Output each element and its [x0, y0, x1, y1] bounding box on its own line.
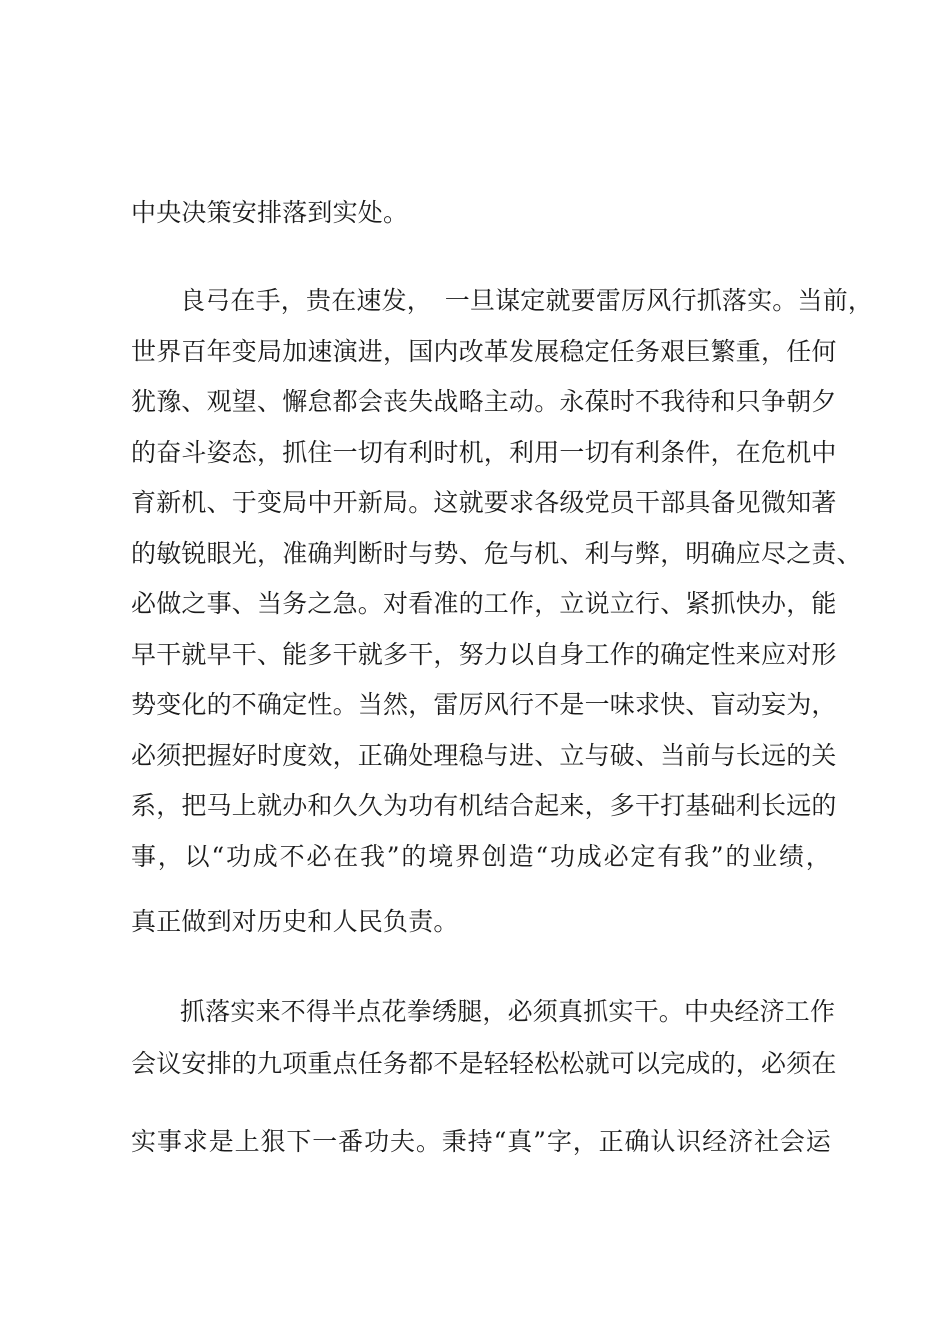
paragraph-2-line-4: 的奋斗姿态，抓住一切有利时机，利用一切有利条件，在危机中 — [131, 438, 837, 467]
paragraph-3-line-2: 会议安排的九项重点任务都不是轻轻松松就可以完成的，必须在 — [131, 1049, 837, 1078]
paragraph-2-line-12: 事，以“功成不必在我”的境界创造“功成必定有我”的业绩， — [131, 842, 831, 871]
paragraph-3-line-1: 抓落实来不得半点花拳绣腿，必须真抓实干。中央经济工作 — [180, 997, 836, 1026]
paragraph-1-line-1: 中央决策安排落到实处。 — [131, 198, 409, 227]
paragraph-2-line-11: 系，把马上就办和久久为功有机结合起来，多干打基础利长远的 — [131, 791, 837, 820]
paragraph-2-line-1: 良弓在手，贵在速发， 一旦谋定就要雷厉风行抓落实。当前， — [180, 286, 874, 315]
paragraph-2-line-13: 真正做到对历史和人民负责。 — [131, 907, 459, 936]
paragraph-2-line-6: 的敏锐眼光，准确判断时与势、危与机、利与弊，明确应尽之责、 — [131, 539, 862, 568]
paragraph-2-line-9: 势变化的不确定性。当然，雷厉风行不是一味求快、盲动妄为， — [131, 690, 837, 719]
paragraph-2-line-10: 必须把握好时度效，正确处理稳与进、立与破、当前与长远的关 — [131, 741, 837, 770]
paragraph-2-line-8: 早干就早干、能多干就多干，努力以自身工作的确定性来应对形 — [131, 640, 837, 669]
paragraph-2-line-7: 必做之事、当务之急。对看准的工作，立说立行、紧抓快办，能 — [131, 589, 837, 618]
paragraph-2-line-5: 育新机、于变局中开新局。这就要求各级党员干部具备见微知著 — [131, 488, 837, 517]
paragraph-2-line-3: 犹豫、观望、懈怠都会丧失战略主动。永葆时不我待和只争朝夕 — [131, 387, 837, 416]
paragraph-2-line-2: 世界百年变局加速演进，国内改革发展稳定任务艰巨繁重，任何 — [131, 337, 837, 366]
paragraph-3-line-3: 实事求是上狠下一番功夫。秉持“真”字，正确认识经济社会运 — [131, 1127, 831, 1156]
